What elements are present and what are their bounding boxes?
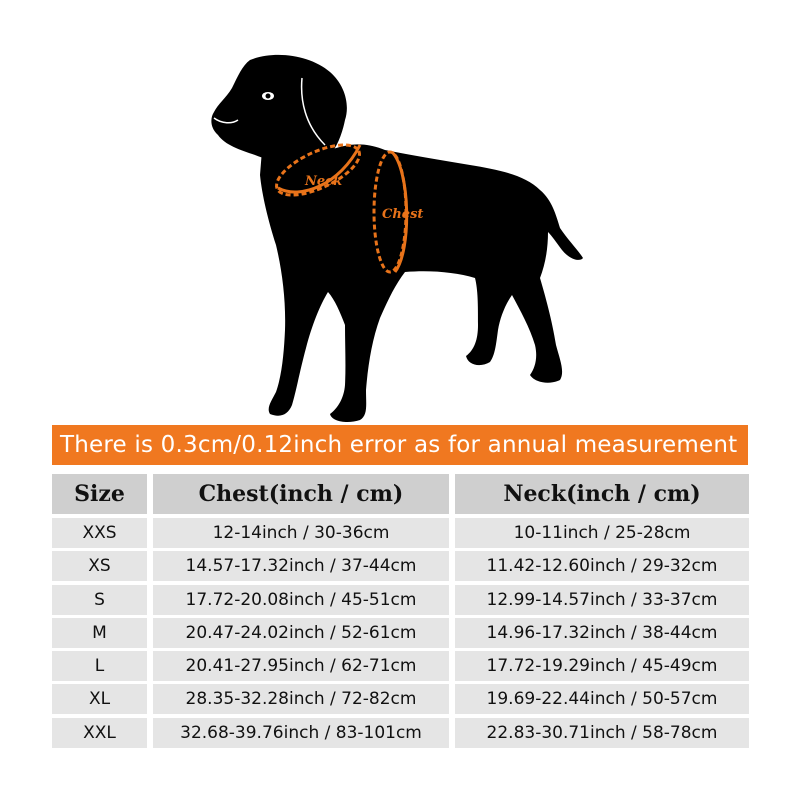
table-row — [52, 718, 749, 748]
dog-silhouette — [211, 55, 583, 422]
size-cell: XL — [52, 684, 147, 714]
neck-cell: 10-11inch / 25-28cm — [455, 518, 749, 548]
chest-cell: 12-14inch / 30-36cm — [153, 518, 449, 548]
header-chest: Chest(inch / cm) — [153, 474, 449, 514]
size-cell: XS — [52, 551, 147, 581]
measurement-error-banner: There is 0.3cm/0.12inch error as for annual measurement — [52, 425, 748, 465]
size-cell: XXL — [52, 718, 147, 748]
neck-cell: 14.96-17.32inch / 38-44cm — [455, 618, 749, 648]
neck-cell: 19.69-22.44inch / 50-57cm — [455, 684, 749, 714]
size-chart-table — [52, 474, 749, 751]
table-row — [52, 551, 749, 581]
size-cell: S — [52, 585, 147, 615]
chest-cell: 17.72-20.08inch / 45-51cm — [153, 585, 449, 615]
size-cell: XXS — [52, 518, 147, 548]
chest-cell: 20.41-27.95inch / 62-71cm — [153, 651, 449, 681]
header-size: Size — [52, 474, 147, 514]
header-neck: Neck(inch / cm) — [455, 474, 749, 514]
table-row — [52, 618, 749, 648]
chest-cell: 28.35-32.28inch / 72-82cm — [153, 684, 449, 714]
size-cell: M — [52, 618, 147, 648]
neck-cell: 12.99-14.57inch / 33-37cm — [455, 585, 749, 615]
table-header-row — [52, 474, 749, 514]
chest-cell: 14.57-17.32inch / 37-44cm — [153, 551, 449, 581]
table-row — [52, 651, 749, 681]
neck-cell: 11.42-12.60inch / 29-32cm — [455, 551, 749, 581]
size-cell: L — [52, 651, 147, 681]
chest-cell: 20.47-24.02inch / 52-61cm — [153, 618, 449, 648]
neck-cell: 22.83-30.71inch / 58-78cm — [455, 718, 749, 748]
chest-cell: 32.68-39.76inch / 83-101cm — [153, 718, 449, 748]
neck-label: Neck — [305, 174, 343, 189]
neck-cell: 17.72-19.29inch / 45-49cm — [455, 651, 749, 681]
table-row — [52, 518, 749, 548]
table-row — [52, 585, 749, 615]
table-row — [52, 684, 749, 714]
chest-label: Chest — [382, 207, 424, 222]
